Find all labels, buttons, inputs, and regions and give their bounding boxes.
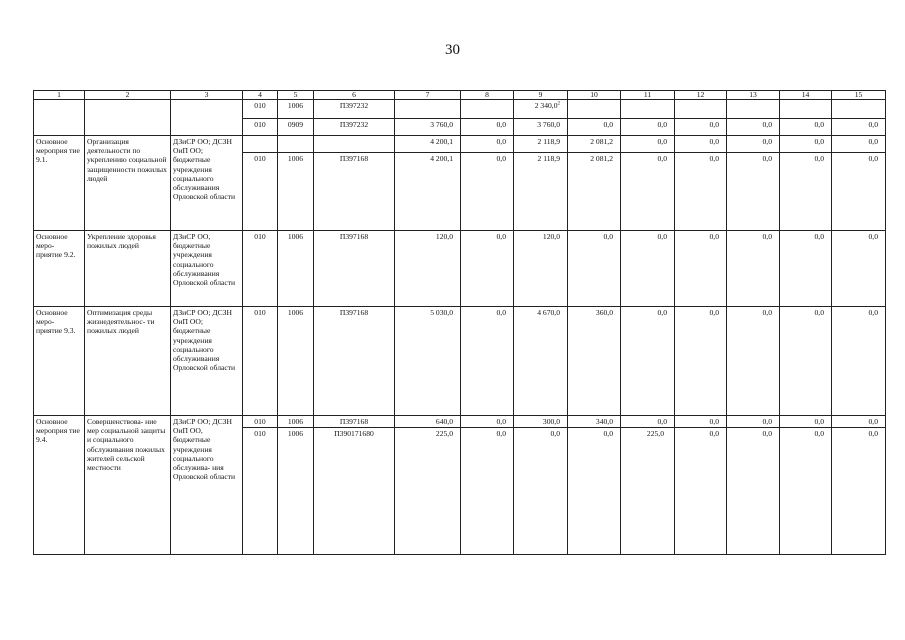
header-row [34,91,886,100]
table-row [34,100,886,119]
cell-c7: 5 030,0 [395,307,461,416]
cell-c11: 0,0 [621,153,675,231]
cell-c15: 0,0 [832,307,886,416]
cell-c11: 0,0 [621,416,675,428]
cell-executors: ДЗиСР ОО, бюджетные учреждения социального обслуживания Орловской области [171,231,243,307]
cell-c10: 0,0 [568,428,621,555]
cell-empty [243,136,278,153]
cell-c12: 0,0 [675,416,727,428]
cell-c6: П390171680 [314,428,395,555]
cell-c4: 010 [243,231,278,307]
cell-c15: 0,0 [832,231,886,307]
column-header: 11 [621,91,675,100]
cell-measure-description: Укрепление здоровья пожилых людей [85,231,171,307]
cell-c4: 010 [243,119,278,136]
column-header: 15 [832,91,886,100]
cell-c13: 0,0 [727,428,780,555]
cell-c8: 0,0 [461,119,514,136]
cell-c6: П397168 [314,416,395,428]
cell-c5: 1006 [278,428,314,555]
cell-c7: 3 760,0 [395,119,461,136]
table-row [34,416,886,428]
column-header: 8 [461,91,514,100]
cell-c9-value: 2 340,0 [534,101,558,110]
cell-c9: 2 118,9 [514,153,568,231]
cell-executors: ДЗиСР ОО; ДСЗН ОиП ОО; бюджетные учреждения социального обслуживания Орловской области [171,136,243,231]
cell-c10: 0,0 [568,231,621,307]
footnote-mark: 2 [557,101,560,107]
cell-measure-description: Оптимизация среды жизнедеятельнос- ти пожилых людей [85,307,171,416]
cell-c6: П397168 [314,231,395,307]
cell-c14: 0,0 [780,136,832,153]
table-row [34,307,886,416]
cell-c13: 0,0 [727,231,780,307]
cell-c7: 4 200,1 [395,153,461,231]
cell-c14: 0,0 [780,231,832,307]
cell-c5: 0909 [278,119,314,136]
cell-c13: 0,0 [727,119,780,136]
cell-empty [621,100,675,119]
cell-measure-name: Основное меро- приятие 9.3. [34,307,85,416]
cell-measure-name: Основное мероприя тие 9.4. [34,416,85,555]
cell-c5: 1006 [278,231,314,307]
cell-c15: 0,0 [832,119,886,136]
cell-c11: 0,0 [621,119,675,136]
cell-empty [675,100,727,119]
column-header: 13 [727,91,780,100]
cell-c14: 0,0 [780,119,832,136]
cell-c7: 4 200,1 [395,136,461,153]
cell-c9: 120,0 [514,231,568,307]
cell-c5: 1006 [278,416,314,428]
cell-c10: 0,0 [568,119,621,136]
cell-c13: 0,0 [727,307,780,416]
cell-empty [314,136,395,153]
cell-c9: 300,0 [514,416,568,428]
cell-c15: 0,0 [832,416,886,428]
cell-c10: 340,0 [568,416,621,428]
cell-measure-description: Совершенствова- ние мер социальной защиты и социального обслуживания пожилых жителей сельской местности [85,416,171,555]
cell-c11: 0,0 [621,136,675,153]
table-row [34,136,886,153]
cell-c6: П397168 [314,307,395,416]
cell-c5: 1006 [278,100,314,119]
cell-c6: П397168 [314,153,395,231]
cell-empty [780,100,832,119]
cell-c6: П397232 [314,100,395,119]
cell-c9 [514,100,568,119]
column-header: 7 [395,91,461,100]
cell-c12: 0,0 [675,136,727,153]
column-header: 9 [514,91,568,100]
cell-c15: 0,0 [832,428,886,555]
cell-c15: 0,0 [832,136,886,153]
cell-c12: 0,0 [675,119,727,136]
column-header: 10 [568,91,621,100]
cell-measure-description: Организация деятельности по укреплению социальной защищенности пожилых людей [85,136,171,231]
cell-empty [727,100,780,119]
cell-c14: 0,0 [780,416,832,428]
cell-c5: 1006 [278,307,314,416]
cell-c7: 225,0 [395,428,461,555]
cell-c4: 010 [243,307,278,416]
cell-c4: 010 [243,416,278,428]
cell-c8: 0,0 [461,231,514,307]
cell-c9: 4 670,0 [514,307,568,416]
cell-empty [171,100,243,136]
cell-c11: 225,0 [621,428,675,555]
cell-c12: 0,0 [675,428,727,555]
cell-c12: 0,0 [675,307,727,416]
cell-c12: 0,0 [675,231,727,307]
cell-empty [832,100,886,119]
cell-c11: 0,0 [621,231,675,307]
cell-c14: 0,0 [780,153,832,231]
cell-c4: 010 [243,153,278,231]
cell-c6: П397232 [314,119,395,136]
column-header: 14 [780,91,832,100]
cell-measure-name: Основное меро- приятие 9.2. [34,231,85,307]
cell-executors: ДЗиСР ОО; ДСЗН ОиП ОО; бюджетные учреждения социального обслуживания Орловской области [171,307,243,416]
cell-empty [85,100,171,136]
cell-c10: 360,0 [568,307,621,416]
cell-c15: 0,0 [832,153,886,231]
cell-empty [395,100,461,119]
cell-c10: 2 081,2 [568,153,621,231]
cell-c8: 0,0 [461,428,514,555]
cell-c12: 0,0 [675,153,727,231]
table-row [34,231,886,307]
cell-c13: 0,0 [727,153,780,231]
cell-c11: 0,0 [621,307,675,416]
column-header: 2 [85,91,171,100]
cell-c9: 3 760,0 [514,119,568,136]
cell-c7: 640,0 [395,416,461,428]
cell-measure-name: Основное мероприя тие 9.1. [34,136,85,231]
cell-empty [568,100,621,119]
cell-c8: 0,0 [461,416,514,428]
cell-c4: 010 [243,100,278,119]
page-number: 30 [445,42,460,58]
cell-c8: 0,0 [461,307,514,416]
cell-c14: 0,0 [780,428,832,555]
cell-c13: 0,0 [727,136,780,153]
cell-c4: 010 [243,428,278,555]
budget-table [33,90,886,555]
cell-empty [278,136,314,153]
cell-c10: 2 081,2 [568,136,621,153]
cell-c5: 1006 [278,153,314,231]
column-header: 6 [314,91,395,100]
cell-c9: 0,0 [514,428,568,555]
cell-c13: 0,0 [727,416,780,428]
column-header: 3 [171,91,243,100]
cell-c14: 0,0 [780,307,832,416]
cell-empty [461,100,514,119]
column-header: 5 [278,91,314,100]
cell-c7: 120,0 [395,231,461,307]
cell-c8: 0,0 [461,153,514,231]
cell-c8: 0,0 [461,136,514,153]
column-header: 1 [34,91,85,100]
column-header: 12 [675,91,727,100]
cell-executors: ДЗиСР ОО; ДСЗН ОиП ОО, бюджетные учреждения социального обслужива- ния Орловской области [171,416,243,555]
column-header: 4 [243,91,278,100]
cell-empty [34,100,85,136]
cell-c9: 2 118,9 [514,136,568,153]
